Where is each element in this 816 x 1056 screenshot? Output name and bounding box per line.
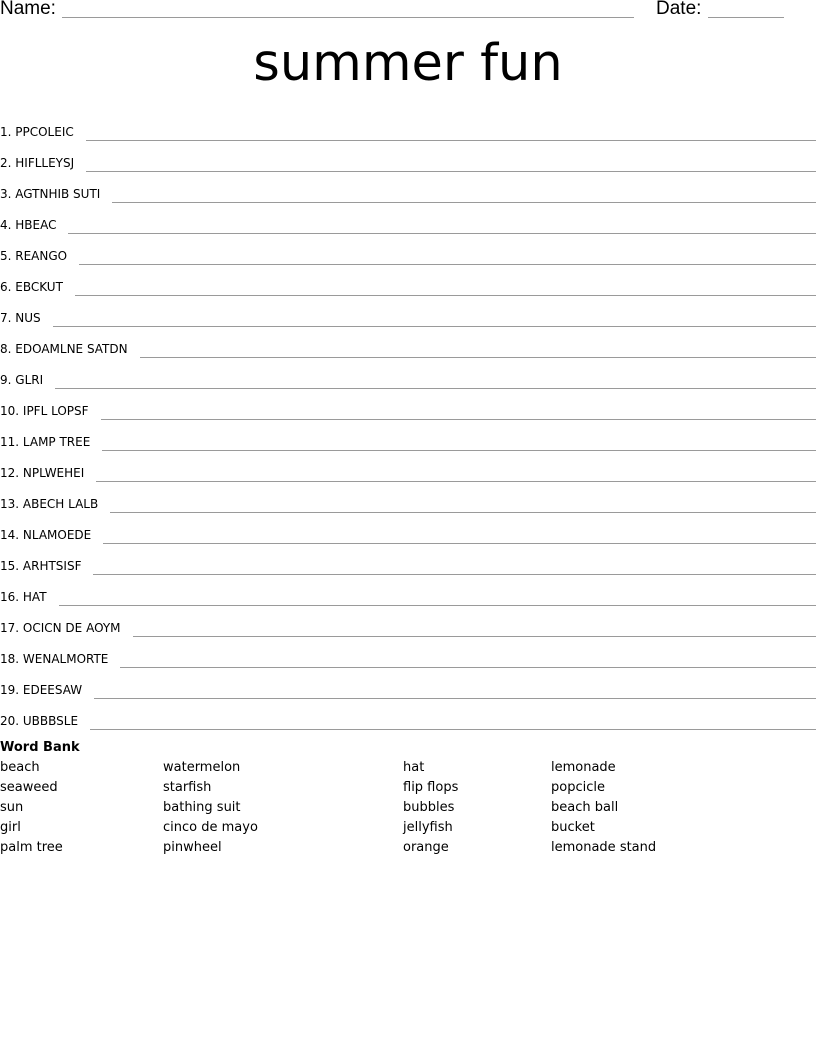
word-bank-column <box>0 760 63 860</box>
answer-line[interactable] <box>53 326 816 327</box>
question-row <box>0 699 816 730</box>
scrambled-word: 2. HIFLLEYSJ <box>0 156 75 170</box>
answer-line[interactable] <box>140 357 816 358</box>
word-bank-item: flip flops <box>403 780 459 795</box>
answer-line[interactable] <box>133 636 816 637</box>
word-bank-item: starfish <box>163 780 212 795</box>
question-row <box>0 637 816 668</box>
answer-line[interactable] <box>90 729 816 730</box>
scrambled-word: 13. ABECH LALB <box>0 497 99 511</box>
word-bank-item: palm tree <box>0 840 63 855</box>
scrambled-word: 11. LAMP TREE <box>0 435 91 449</box>
date-field-line[interactable] <box>708 17 784 18</box>
word-bank-column <box>403 760 458 860</box>
question-row <box>0 327 816 358</box>
answer-line[interactable] <box>79 264 816 265</box>
word-bank-item: watermelon <box>163 760 241 775</box>
word-bank-item: sun <box>0 800 24 815</box>
word-bank-item: cinco de mayo <box>163 820 258 835</box>
scrambled-word: 3. AGTNHIB SUTI <box>0 187 101 201</box>
scrambled-word: 15. ARHTSISF <box>0 559 82 573</box>
page-title: summer fun <box>253 34 563 93</box>
word-bank-item: bucket <box>551 820 595 835</box>
answer-line[interactable] <box>59 605 816 606</box>
word-bank-item: lemonade stand <box>551 840 657 855</box>
answer-line[interactable] <box>101 419 816 420</box>
word-bank-item: pinwheel <box>163 840 222 855</box>
question-row <box>0 141 816 172</box>
question-row <box>0 203 816 234</box>
word-bank-item: girl <box>0 820 21 835</box>
word-bank-item: lemonade <box>551 760 616 775</box>
answer-line[interactable] <box>103 543 816 544</box>
question-row <box>0 110 816 141</box>
answer-line[interactable] <box>68 233 816 234</box>
answer-line[interactable] <box>96 481 816 482</box>
scrambled-word: 18. WENALMORTE <box>0 652 109 666</box>
question-row <box>0 296 816 327</box>
question-row <box>0 234 816 265</box>
question-row <box>0 668 816 699</box>
scrambled-word: 16. HAT <box>0 590 47 604</box>
scrambled-word: 8. EDOAMLNE SATDN <box>0 342 128 356</box>
question-row <box>0 575 816 606</box>
scrambled-word: 20. UBBBSLE <box>0 714 79 728</box>
answer-line[interactable] <box>75 295 816 296</box>
answer-line[interactable] <box>93 574 816 575</box>
word-bank-title: Word Bank <box>0 740 80 755</box>
answer-line[interactable] <box>55 388 816 389</box>
word-bank <box>0 740 816 860</box>
scrambled-word: 14. NLAMOEDE <box>0 528 92 542</box>
scrambled-word: 6. EBCKUT <box>0 280 63 294</box>
word-bank-item: orange <box>403 840 449 855</box>
word-bank-item: seaweed <box>0 780 58 795</box>
scrambled-word: 9. GLRI <box>0 373 44 387</box>
scrambled-word: 1. PPCOLEIC <box>0 125 74 139</box>
question-row <box>0 544 816 575</box>
word-bank-column <box>551 760 656 860</box>
answer-line[interactable] <box>86 140 816 141</box>
answer-line[interactable] <box>94 698 816 699</box>
scrambled-word: 4. HBEAC <box>0 218 57 232</box>
word-bank-item: popcicle <box>551 780 605 795</box>
answer-line[interactable] <box>102 450 816 451</box>
word-bank-item: bubbles <box>403 800 455 815</box>
word-bank-item: jellyfish <box>403 820 453 835</box>
question-row <box>0 513 816 544</box>
answer-line[interactable] <box>110 512 816 513</box>
header <box>0 0 816 24</box>
question-row <box>0 172 816 203</box>
scrambled-word: 7. NUS <box>0 311 41 325</box>
name-label: Name: <box>0 0 56 19</box>
date-label: Date: <box>656 0 702 19</box>
question-list <box>0 110 816 730</box>
answer-line[interactable] <box>112 202 816 203</box>
scrambled-word: 10. IPFL LOPSF <box>0 404 89 418</box>
question-row <box>0 389 816 420</box>
word-bank-item: beach <box>0 760 40 775</box>
word-bank-item: hat <box>403 760 425 775</box>
answer-line[interactable] <box>86 171 816 172</box>
word-bank-column <box>163 760 258 860</box>
answer-line[interactable] <box>120 667 816 668</box>
word-bank-item: bathing suit <box>163 800 241 815</box>
question-row <box>0 265 816 296</box>
scrambled-word: 5. REANGO <box>0 249 68 263</box>
question-row <box>0 358 816 389</box>
name-field-line[interactable] <box>62 17 634 18</box>
question-row <box>0 451 816 482</box>
question-row <box>0 606 816 637</box>
word-bank-item: beach ball <box>551 800 619 815</box>
scrambled-word: 17. OCICN DE AOYM <box>0 621 121 635</box>
question-row <box>0 482 816 513</box>
scrambled-word: 12. NPLWEHEI <box>0 466 85 480</box>
scrambled-word: 19. EDEESAW <box>0 683 83 697</box>
word-bank-grid <box>0 760 816 860</box>
question-row <box>0 420 816 451</box>
